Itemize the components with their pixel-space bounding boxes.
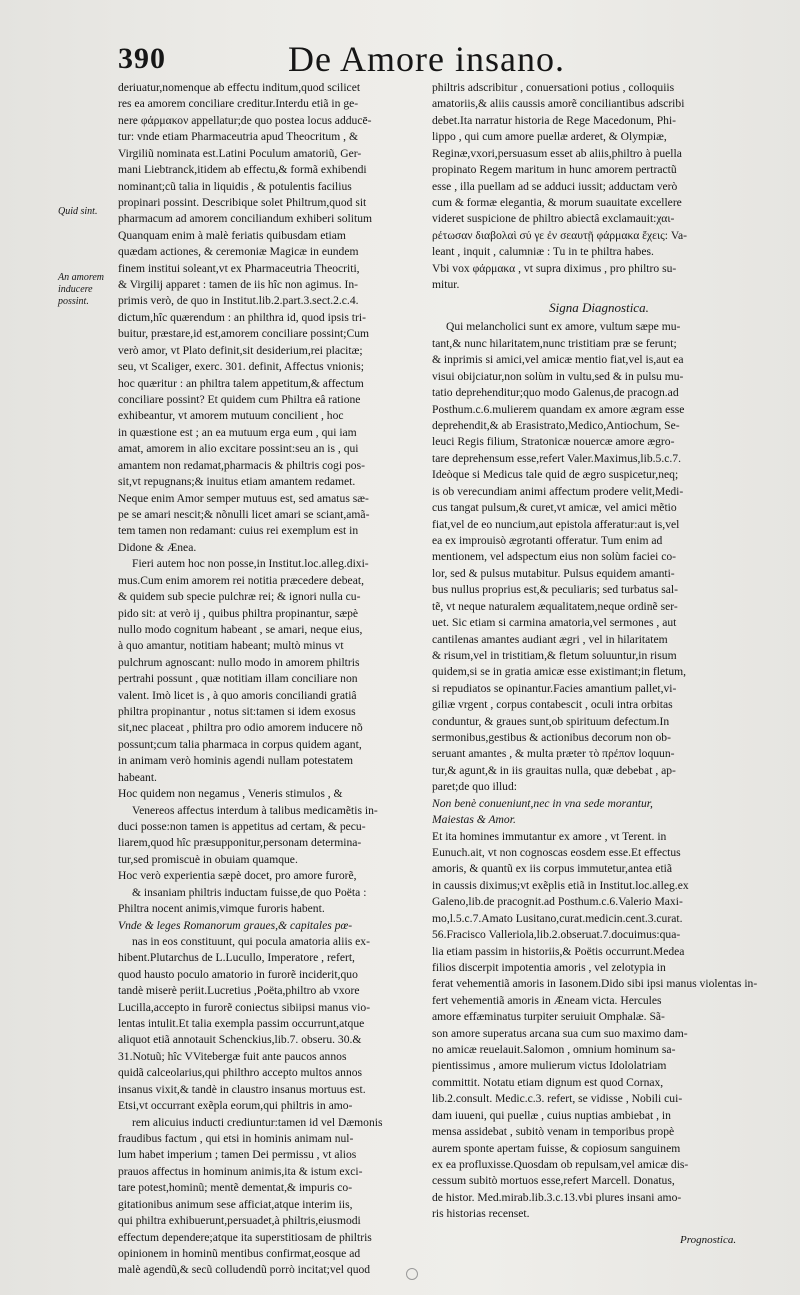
text-line: pulchrum agnoscant: nullo modo in amorem philtris xyxy=(118,655,360,669)
text-line: Didone & Ænea. xyxy=(118,540,197,554)
text-line: effectum dependere;atque ita superstitiosam de philtris xyxy=(118,1230,372,1244)
text-line: tur,sed promiscuè in obuiam quamque. xyxy=(118,852,298,866)
text-line: no amicæ reuelauit.Salomon , omnium hominum sa- xyxy=(432,1043,676,1057)
text-line: fraudibus factum , qui etsi in hominis animam nul- xyxy=(118,1132,354,1145)
text-line: quod hausto poculo amatorio in furorẽ inciderit,quo xyxy=(118,967,358,981)
text-line: Reginæ,vxori,persuasum esset ab aliis,philtro à puella xyxy=(432,146,682,160)
text-line: filios discerpit impotentia amoris , vel zelotypia in xyxy=(432,960,666,974)
text-line: is ob verecundiam animi affectum prodere velit,Medi- xyxy=(432,484,684,498)
left-column xyxy=(118,80,418,1279)
text-line: pharmacum ad amorem conciliandum exhiberi solitum xyxy=(118,212,373,226)
text-line: quidã calceolarius,qui philthro accepto multos annos xyxy=(118,1066,363,1080)
text-line: Etsi,vt occurrant exẽpla eorum,qui philtris in amo- xyxy=(118,1099,353,1113)
text-line: aurem sponte apertam fuisse, & copiosum sanguinem xyxy=(432,1141,681,1155)
text-line: Posthum.c.6.mulierem quandam ex amore ægram esse xyxy=(432,402,685,416)
text-line: tur: vnde etiam Pharmaceutria apud Theocritum , & xyxy=(118,130,358,144)
text-line: Philtra nocent animis,vimque furoris habent. xyxy=(118,902,325,916)
text-line: tur,& agunt,& in iis grauitas nulla, quæ debebat , ap- xyxy=(432,763,676,777)
text-line: uet. Sic etiam si carmina amatoria,vel sermones , aut xyxy=(432,616,677,630)
text-line: pertrahi possunt , quæ notitiam illam conciliare non xyxy=(118,672,358,686)
text-line: deprehendit,& ab Erasistrato,Medico,Antiochum, Se- xyxy=(432,419,680,433)
text-line: mani Liebtranck,itidem ab effectu,& formã exhibendi xyxy=(118,163,367,177)
text-line: tare potest,hominũ; mentẽ dementat,& impuris co- xyxy=(118,1181,353,1195)
text-line: & risum,vel in tristitiam,& fletum soluuntur,in risum xyxy=(432,648,677,662)
margin-note-quid-sint: Quid sint. xyxy=(58,206,98,217)
text-line: dam iuueni, qui puellæ , cuius nuptias ambiebat , in xyxy=(432,1108,671,1122)
text-line: bus nullus proprius est,& peculiaris; sed turbatus sal- xyxy=(432,583,679,597)
page-header xyxy=(118,39,678,82)
text-line: nere φάρμακον appellatur;de quo postea locus adducē- xyxy=(118,113,372,127)
text-line: conciliare possint? Et quidem cum Philtra eâ ratione xyxy=(118,393,361,407)
text-line: exhibeantur, vt amorem mutuum concilient , hoc xyxy=(118,409,344,423)
text-line: mus.Cum enim amorem rei notitia præcedere debeat, xyxy=(118,573,364,587)
text-line: ρέτωσαν διαβολαὶ σύ γε ἐν σεαυτῇ φάρμακα ἔχεις: Va- xyxy=(432,228,687,242)
text-line: cum & formæ elegantia, & morum suauitate excellere xyxy=(432,195,682,209)
text-line: & quidem sub specie pulchræ rei; & ignori nulla cu- xyxy=(118,590,361,604)
text-line: primis verò, de quo in Institut.lib.2.part.3.sect.2.c.4. xyxy=(118,294,359,308)
text-line: mitur. xyxy=(432,278,460,292)
text-line: Maiestas & Amor. xyxy=(432,813,516,827)
text-line: leant , inquit , calumniæ : Tu in te philtra habes. xyxy=(432,245,654,259)
text-line: Vnde & leges Romanorum graues,& capitales pœ- xyxy=(118,918,353,932)
text-line: sermonibus,gestibus & actionibus decorum non ob- xyxy=(432,731,671,745)
text-line: rem alicuius inducti crediuntur:tamen id vel Dæmonis xyxy=(132,1115,383,1129)
text-line: amantem non redamat,pharmacis & philtris cogi pos- xyxy=(118,458,365,472)
text-line: cantilenas amantes audiant ægri , vel in hilaritatem xyxy=(432,632,668,646)
text-line: Eunuch.ait, vt non cognoscas eosdem esse.Et effectus xyxy=(432,845,681,859)
text-line: si repudiatos se opinantur.Facies amantium pallet,vi- xyxy=(432,681,677,695)
section-title: Signa Diagnostica. xyxy=(549,300,649,316)
text-line: Lucilla,accepto in furorẽ coniectus sibiipsi manus vio- xyxy=(118,1000,371,1014)
text-line: esse , illa puellam ad se adduci iussit; adductam verò xyxy=(432,179,678,193)
text-line: quidem,si se in gratia amicæ esse existimant;in fletum, xyxy=(432,665,687,679)
text-line: Qui melancholici sunt ex amore, vultum sæpe mu- xyxy=(446,320,681,334)
text-line: tem tamen non redamant: cuius rei exemplum est in xyxy=(118,524,359,538)
text-line: hoc quæritur : an philtra talem appetitum,& affectum xyxy=(118,376,364,390)
text-line: gitationibus animum sese afficiat,atque interim iis, xyxy=(118,1197,353,1211)
text-line: lippo , qui cum amore puellæ arderet, & Olympiæ, xyxy=(432,130,667,144)
right-column xyxy=(432,80,766,1223)
text-line: 31.Notuũ; hîc VVitebergæ fuit ante paucos annos xyxy=(118,1049,347,1063)
text-line: qui philtra exhibuerunt,persuadet,à philtris,eiusmodi xyxy=(118,1214,361,1228)
text-line: amat, amorem in alio excitare possint:seu an is , qui xyxy=(118,442,359,456)
text-line: Venereos affectus interdum à talibus medicamẽtis in- xyxy=(132,803,378,817)
right-column-bottom-text xyxy=(432,319,766,1222)
text-line: pido sit: at verò ij , quibus philtra propinantur, sæpè xyxy=(118,606,359,620)
text-line: seu, vt Scaliger, exerc. 301. definit, Affectus vnionis; xyxy=(118,360,364,374)
text-line: habeant. xyxy=(118,770,157,784)
text-line: Galeno,lib.de pracognit.ad Posthum.c.6.Valerio Maxi- xyxy=(432,895,683,909)
text-line: Fieri autem hoc non posse,in Institut.loc.alleg.dixi- xyxy=(132,557,369,571)
text-line: mensa assidebat , subitò venam in temporibus propè xyxy=(432,1125,675,1139)
text-line: philtra propinantur , notus sit:tamen si idem exosus xyxy=(118,705,356,719)
running-title: De Amore insano. xyxy=(288,39,565,79)
text-line: prauos affectus in hominum animis,ita & istum exci- xyxy=(118,1164,363,1178)
text-line: Quanquam enim à malè feriatis quibusdam etiam xyxy=(118,228,346,242)
text-line: committit. Notatu etiam dignum est quod Cornax, xyxy=(432,1075,664,1089)
text-line: amoris, & quantũ ex iis corpus immutetur,antea etiã xyxy=(432,862,673,876)
text-line: videret suspicione de philtro abiectâ exclamauit:χαι- xyxy=(432,212,675,226)
text-line: finem institui soleant,vt ex Pharmaceutria Theocriti, xyxy=(118,261,360,275)
text-line: & insaniam philtris inductam fuisse,de quo Poëta : xyxy=(132,885,367,899)
text-line: à quo amantur, notitiam habeant; multò minus vt xyxy=(118,639,344,653)
text-line: seruant amantes , & multa præter τὸ πρέπον loquun- xyxy=(432,747,675,761)
text-line: lib.2.consult. Medic.c.3. refert, se vidisse , Nobili cui- xyxy=(432,1092,683,1106)
text-line: Virgiliũ nominata est.Latini Poculum amatoriũ, Ger- xyxy=(118,146,362,160)
text-line: Ideòque si Medicus tale quid de ægro suspicetur,neq; xyxy=(432,468,679,482)
text-line: buitur, præstare,id est,amorem conciliare possint;Cum xyxy=(118,327,370,341)
text-line: possunt;cum talia pharmaca in corpus quidem agant, xyxy=(118,737,362,751)
text-line: philtris adscribitur , conuersationi potius , colloquiis xyxy=(432,81,675,94)
text-line: hibent.Plutarchus de L.Lucullo, Imperatore , refert, xyxy=(118,951,355,965)
text-line: Hoc quidem non negamus , Veneris stimulos , & xyxy=(118,787,343,801)
text-line: 56.Fraciscо Valleriola,lib.2.obseruat.7.docuimus:qua- xyxy=(432,928,681,942)
text-line: opinionem in hominũ mentibus confirmat,eosque ad xyxy=(118,1246,361,1260)
text-line: tandè miserè periit.Lucretius ,Poëta,philtro ab vxore xyxy=(118,984,360,998)
text-line: ea ex improuisò ægrotanti offeratur. Tum enim ad xyxy=(432,533,663,547)
text-line: ferat vehementiã amoris in Iasonem.Dido sibi ipsi manus violentas in- xyxy=(432,977,758,991)
text-line: propinato Regem maritum in hunc amorem pertractũ xyxy=(432,163,677,177)
text-line: son amore superatus arcana sua cum suo maximo dam- xyxy=(432,1026,688,1040)
page-bottom-mark xyxy=(406,1268,418,1280)
text-line: conduntur, & graues sunt,ob spirituum defectum.In xyxy=(432,714,670,728)
text-line: verò amor, vt Plato definit,sit desiderium,rei placitæ; xyxy=(118,343,363,357)
text-line: fiat,vel de eo nuncium,aut epistola afferatur:aut is,vel xyxy=(432,517,680,531)
text-line: fert vehementiã amoris in Æneam victa. Hercules xyxy=(432,993,662,1007)
text-line: insanus vixit,& tandè in claustro insanus mortuus est. xyxy=(118,1082,366,1096)
text-line: quædam actiones, & ceremoniæ Magicæ in eundem xyxy=(118,245,359,259)
catchword: Prognostica. xyxy=(680,1234,737,1246)
margin-note-an-amorem: An amorem inducere possint. xyxy=(58,272,105,307)
text-line: Hoc verò experientia sæpè docet, pro amore furorẽ, xyxy=(118,869,357,883)
text-line: & Virgilij apparet : tamen de iis hîc non agimus. In- xyxy=(118,278,359,292)
text-line: pientissimus , amore mulierum victus Idololatriam xyxy=(432,1059,667,1073)
page-number: 390 xyxy=(118,42,166,75)
text-line: deriuatur,nomenque ab effectu inditum,quod scilicet xyxy=(118,81,361,94)
text-line: paret;de quo illud: xyxy=(432,780,518,794)
text-line: duci posse:non tamen is appetitus ad certam, & pecu- xyxy=(118,819,366,833)
text-line: leuci Regis filium, Stratonicæ nouercæ amore ægro- xyxy=(432,435,675,449)
text-line: cessum subitò mortuos esse,refert Marcell. Donatus, xyxy=(432,1174,675,1188)
text-line: ex ea profluxisse.Quosdam ob repulsam,vel amicæ dis- xyxy=(432,1158,689,1171)
text-line: in animam verò hominis agendi nullam potestatem xyxy=(118,754,354,768)
text-line: tẽ, vt neque naturalem æqualitatem,neque ordinẽ ser- xyxy=(432,599,678,613)
text-line: tatio deprehenditur;quo modo Galenus,de pracogn.ad xyxy=(432,386,679,400)
text-line: Neque enim Amor semper mutuus est, sed amatus sæ- xyxy=(118,491,369,505)
text-line: Vbi vox φάρμακα , vt supra diximus , pro philtro su- xyxy=(432,261,677,275)
text-line: in caussis diximus;vt exẽplis etiã in Institut.loc.alleg.ex xyxy=(432,878,689,892)
text-line: & inprimis si amici,vel amicæ mentio fiat,vel is,aut ea xyxy=(432,353,684,367)
text-line: nominant;cũ talia in liquidis , & potulentis facilius xyxy=(118,179,352,193)
text-line: in quæstione est ; an ea mutuum erga eum , qui iam xyxy=(118,425,357,439)
text-line: mo,l.5.c.7.Amato Lusitano,curat.medicin.cent.3.curat. xyxy=(432,911,683,925)
text-line: nas in eos constituunt, qui pocula amatoria aliis ex- xyxy=(132,934,370,948)
text-line: cus tangat pulsum,& curet,vt amicæ, vel amici mẽtio xyxy=(432,501,677,515)
text-line: malè agendũ,& secũ colludendũ porrò incitat;vel quod xyxy=(118,1263,371,1277)
text-line: aliquot etiã annotauit Schenckius,lib.7. obseru. 30.& xyxy=(118,1033,362,1047)
text-line: liarem,quod hîc præsupponitur,personam determina- xyxy=(118,836,362,850)
right-column-top-text xyxy=(432,80,766,293)
text-line: nullo modo cognitum habeant , se amari, neque eius, xyxy=(118,622,363,636)
text-line: pe se amari nescit;& nõnulli licet amari se sciant,amã- xyxy=(118,507,370,521)
text-line: de histor. Med.mirab.lib.3.c.13.vbi plures insani amo- xyxy=(432,1190,682,1204)
text-line: Et ita homines immutantur ex amore , vt Terent. in xyxy=(432,829,667,843)
text-line: mentionem, vel adspectum eius non solùm faciei co- xyxy=(432,550,677,564)
text-line: lor, sed & pulsus mutabitur. Pulsus equidem amanti- xyxy=(432,566,675,580)
text-line: lentas intulit.Et talia exempla passim occurrunt,atque xyxy=(118,1017,365,1031)
text-line: sit,vt repugnans;& inuitus etiam amantem redamet. xyxy=(118,475,356,489)
text-line: propinari possint. Describique solet Philtrum,quod sit xyxy=(118,195,367,209)
text-line: amore effæminatus turpiter seruiuit Omphalæ. Sã- xyxy=(432,1010,665,1024)
text-line: valent. Imò licet is , à quo amoris conciliandi gratiâ xyxy=(118,688,357,702)
text-line: lia etiam passim in historiis,& Poëtis occurrunt.Medea xyxy=(432,944,685,958)
text-line: debet.Ita narratur historia de Rege Macedonum, Phi- xyxy=(432,113,677,127)
text-line: ris historias recenset. xyxy=(432,1207,530,1221)
text-line: res ea amorem conciliare creditur.Interdu etiã in ge- xyxy=(118,97,359,111)
text-line: tant,& nunc hilaritatem,nunc tristitiam præ se ferunt; xyxy=(432,336,677,350)
text-line: visui obijciatur,non solùm in vultu,sed & in pulsu mu- xyxy=(432,369,684,383)
text-line: Non benè conueniunt,nec in vna sede morantur, xyxy=(432,796,653,810)
text-line: giliæ vrgent , corpus contabescit , oculi intra orbitas xyxy=(432,698,673,712)
text-line: tare deprehensum esse,refert Valer.Maximus,lib.5.c.7. xyxy=(432,451,681,465)
text-line: amatoriis,& aliis caussis amorẽ conciliantibus adscribi xyxy=(432,97,685,111)
text-line: sit,nec placeat , philtra pro odio amorem inducere nõ xyxy=(118,721,363,735)
text-line: dictum,hîc quærendum : an philthra id, quod ipsis tri- xyxy=(118,310,366,324)
text-line: lum habet imperium ; tamen Dei permissu , vt alios xyxy=(118,1148,357,1162)
